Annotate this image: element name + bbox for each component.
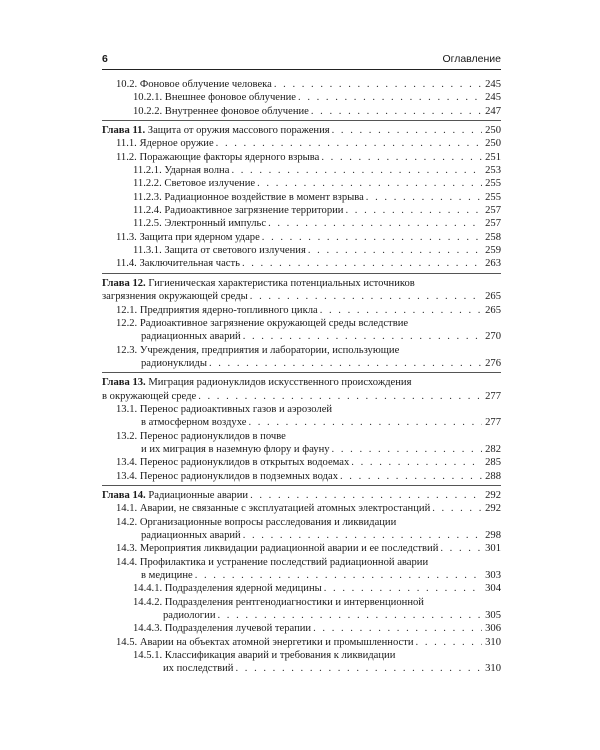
- toc-entry-title: [116, 456, 351, 469]
- toc-entry-text: 12.1. Предприятия ядерно-топливного цикла: [116, 304, 318, 316]
- toc-chapter[interactable]: [102, 488, 501, 502]
- dot-leader: [248, 416, 482, 429]
- toc-entry-text: в атмосферном воздухе: [141, 417, 247, 429]
- toc-entry-text: 14.5. Аварии на объектах атомной энергетики и промышленности: [116, 636, 414, 648]
- toc-page-number: 292: [485, 489, 501, 501]
- dot-leader: [340, 470, 482, 483]
- toc-entry-title: [116, 78, 274, 91]
- page-number: 6: [102, 53, 108, 65]
- dot-leader: [440, 542, 482, 555]
- toc-entry-title: [102, 277, 417, 290]
- toc-entry[interactable]: [102, 151, 501, 164]
- toc-entry-title: [116, 317, 410, 330]
- toc-page-number: 251: [485, 151, 501, 163]
- toc-entry-title: [141, 569, 195, 582]
- toc-entry-title: [133, 244, 308, 257]
- toc-entry[interactable]: [102, 244, 501, 257]
- chapter-separator: [102, 120, 501, 121]
- toc-entry-title: [141, 357, 209, 370]
- dot-leader: [242, 257, 482, 270]
- dot-leader: [257, 177, 482, 190]
- dot-leader: [298, 91, 482, 104]
- toc-entry[interactable]: [102, 78, 501, 91]
- toc-page-number: 265: [485, 304, 501, 316]
- dot-leader: [216, 137, 482, 150]
- toc-entry-text: 11.1. Ядерное оружие: [116, 138, 214, 150]
- chapter-label: Глава 13.: [102, 377, 146, 389]
- toc-entry-title: [102, 489, 250, 502]
- toc-page-number: 277: [485, 417, 501, 429]
- toc-entry-title: [163, 609, 217, 622]
- dot-leader: [250, 290, 482, 303]
- toc-entry-title: [133, 582, 324, 595]
- toc-entry-title: [102, 376, 413, 389]
- dot-leader: [274, 78, 482, 91]
- toc-page-number: 250: [485, 125, 501, 137]
- toc-entry-title: [102, 290, 250, 303]
- toc-entry-title: [133, 204, 345, 217]
- dot-leader: [416, 636, 482, 649]
- dot-leader: [198, 390, 482, 403]
- toc-page-number: 310: [485, 663, 501, 675]
- toc-page-number: 247: [485, 105, 501, 117]
- toc-entry[interactable]: [102, 622, 501, 635]
- toc-entry-text: 11.2.5. Электронный импульс: [133, 218, 267, 230]
- toc-entry-title: [116, 231, 262, 244]
- dot-leader: [432, 502, 482, 515]
- toc-entry-title: [133, 91, 298, 104]
- toc-chapter[interactable]: [102, 375, 501, 403]
- toc-entry[interactable]: [102, 596, 501, 623]
- toc-entry-text: Защита от оружия массового поражения: [145, 125, 330, 137]
- toc-entry[interactable]: [102, 257, 501, 270]
- toc-page-number: 245: [485, 79, 501, 90]
- dot-leader: [345, 204, 482, 217]
- table-of-contents: [102, 78, 501, 676]
- toc-page-number: 258: [485, 231, 501, 243]
- toc-entry-title: [133, 177, 257, 190]
- chapter-separator: [102, 273, 501, 274]
- toc-entry-text: 10.2.1. Внешнее фоновое облучение: [133, 92, 297, 104]
- toc-entry-title: [116, 403, 334, 416]
- toc-entry-text: радиационных аварий: [141, 530, 241, 541]
- toc-entry-text: 11.2.3. Радиационное воздействие в момент взрыва: [133, 191, 364, 203]
- page-header: [102, 53, 501, 70]
- toc-page-number: 310: [485, 636, 501, 648]
- toc-entry[interactable]: [102, 516, 501, 543]
- toc-entry-title: [116, 151, 321, 164]
- toc-page-number: 276: [485, 357, 501, 369]
- toc-entry[interactable]: [102, 649, 501, 676]
- toc-page-number: 303: [485, 570, 501, 582]
- toc-page-number: 263: [485, 258, 501, 270]
- toc-entry[interactable]: [102, 164, 501, 177]
- dot-leader: [262, 231, 482, 244]
- toc-entry[interactable]: [102, 556, 501, 583]
- toc-entry-text: Гигиеническая характеристика потенциальных источников: [145, 277, 415, 289]
- toc-page-number: 255: [485, 191, 501, 203]
- toc-entry-text: Миграция радионуклидов искусственного происхождения: [145, 377, 412, 389]
- toc-entry[interactable]: [102, 344, 501, 371]
- toc-entry-title: [133, 105, 311, 118]
- toc-chapter[interactable]: [102, 276, 501, 304]
- toc-entry[interactable]: [102, 403, 501, 430]
- toc-entry-text: 14.4.2. Подразделения рентгенодиагностики и интервенционной: [133, 596, 424, 608]
- toc-page-number: 301: [485, 543, 501, 555]
- toc-entry-text: 12.3. Учреждения, предприятия и лаборатории, использующие: [116, 344, 400, 356]
- toc-entry-title: [116, 344, 401, 357]
- toc-page-number: 259: [485, 245, 501, 257]
- chapter-label: Глава 14.: [102, 489, 146, 501]
- dot-leader: [311, 105, 482, 118]
- chapter-label: Глава 12.: [102, 277, 146, 289]
- toc-entry-text: 14.4. Профилактика и устранение последствий радиационной аварии: [116, 556, 429, 568]
- toc-entry-title: [163, 662, 235, 675]
- dot-leader: [308, 244, 482, 257]
- toc-entry-text: 12.2. Радиоактивное загрязнение окружающей среды вследствие: [116, 317, 409, 329]
- toc-entry[interactable]: [102, 317, 501, 344]
- toc-entry-text: 11.2. Поражающие факторы ядерного взрыва: [116, 151, 320, 163]
- toc-entry-title: [116, 430, 288, 443]
- toc-entry-text: 14.4.3. Подразделения лучевой терапии: [133, 623, 312, 635]
- toc-entry-text: Радиационные аварии: [145, 489, 249, 501]
- toc-page-number: 285: [485, 457, 501, 469]
- toc-entry-title: [116, 502, 432, 515]
- dot-leader: [366, 191, 482, 204]
- toc-entry[interactable]: [102, 105, 501, 118]
- toc-entry-text: в окружающей среде: [102, 390, 197, 402]
- toc-entry-text: 14.5.1. Классификация аварий и требования к ликвидации: [133, 650, 396, 662]
- toc-entry[interactable]: [102, 470, 501, 483]
- toc-entry-title: [116, 636, 416, 649]
- toc-entry[interactable]: [102, 502, 501, 515]
- toc-entry-title: [116, 516, 398, 529]
- toc-entry[interactable]: [102, 231, 501, 244]
- toc-entry-title: [133, 649, 397, 662]
- toc-page-number: 304: [485, 583, 501, 595]
- toc-page-number: 292: [485, 503, 501, 515]
- toc-entry-title: [133, 191, 366, 204]
- toc-entry-title: [133, 596, 426, 609]
- toc-page-number: 270: [485, 331, 501, 343]
- toc-entry-text: 10.2.2. Внутреннее фоновое облучение: [133, 105, 309, 117]
- dot-leader: [209, 357, 482, 370]
- toc-entry-text: их последствий: [163, 663, 234, 675]
- toc-page-number: 277: [485, 390, 501, 402]
- toc-entry-title: [133, 217, 268, 230]
- toc-entry-text: 14.1. Аварии, не связанные с эксплуатацией атомных электростанций: [116, 503, 431, 515]
- toc-entry-text: 11.4. Заключительная часть: [116, 258, 240, 270]
- toc-entry-title: [141, 443, 332, 456]
- toc-entry-title: [141, 529, 243, 542]
- dot-leader: [195, 569, 482, 582]
- toc-page-number: 257: [485, 205, 501, 217]
- toc-page-number: 298: [485, 530, 501, 541]
- toc-entry-title: [116, 556, 430, 569]
- toc-entry[interactable]: [102, 456, 501, 469]
- dot-leader: [243, 330, 482, 343]
- toc-entry-title: [116, 470, 340, 483]
- dot-leader: [324, 582, 482, 595]
- dot-leader: [235, 662, 482, 675]
- toc-entry-text: 13.4. Перенос радионуклидов в открытых водоемах: [116, 457, 350, 469]
- toc-entry-title: [116, 257, 242, 270]
- toc-entry-text: 13.1. Перенос радиоактивных газов и аэрозолей: [116, 403, 333, 415]
- toc-entry[interactable]: [102, 430, 501, 457]
- toc-entry[interactable]: [102, 204, 501, 217]
- running-title: Оглавление: [442, 53, 501, 65]
- toc-entry-text: 14.2. Организационные вопросы расследования и ликвидации: [116, 516, 397, 528]
- chapter-separator: [102, 485, 501, 486]
- toc-entry[interactable]: [102, 304, 501, 317]
- toc-entry-title: [133, 164, 231, 177]
- toc-entry-text: радиологии: [163, 610, 216, 622]
- toc-entry-text: 11.2.2. Световое излучение: [133, 178, 256, 190]
- toc-entry-title: [116, 304, 320, 317]
- toc-entry-text: в медицине: [141, 570, 193, 582]
- toc-entry-text: 14.3. Мероприятия ликвидации радиационной аварии и ее последствий: [116, 543, 439, 555]
- dot-leader: [351, 456, 482, 469]
- dot-leader: [332, 443, 482, 456]
- toc-entry-text: 10.2. Фоновое облучение человека: [116, 79, 272, 90]
- toc-page-number: 255: [485, 178, 501, 190]
- toc-entry-title: [141, 416, 248, 429]
- toc-entry[interactable]: [102, 91, 501, 104]
- dot-leader: [332, 124, 482, 137]
- toc-entry-text: радионуклиды: [141, 357, 207, 369]
- toc-page-number: 245: [485, 92, 501, 104]
- toc-page-number: 265: [485, 291, 501, 303]
- chapter-separator: [102, 372, 501, 373]
- toc-entry-title: [102, 390, 198, 403]
- toc-page-number: 257: [485, 218, 501, 230]
- dot-leader: [320, 304, 482, 317]
- toc-entry-text: радиационных аварий: [141, 331, 241, 343]
- toc-chapter[interactable]: [102, 123, 501, 137]
- dot-leader: [321, 151, 482, 164]
- toc-entry[interactable]: [102, 177, 501, 190]
- toc-page-number: 250: [485, 138, 501, 150]
- toc-entry-text: 14.4.1. Подразделения ядерной медицины: [133, 583, 322, 595]
- toc-entry-title: [102, 124, 332, 137]
- toc-entry-text: 13.4. Перенос радионуклидов в подземных водах: [116, 470, 338, 482]
- toc-entry-title: [133, 622, 313, 635]
- toc-entry[interactable]: [102, 582, 501, 595]
- toc-page-number: 288: [485, 470, 501, 482]
- toc-page-number: 306: [485, 623, 501, 635]
- dot-leader: [243, 529, 482, 542]
- toc-entry[interactable]: [102, 191, 501, 204]
- dot-leader: [231, 164, 482, 177]
- toc-entry[interactable]: [102, 636, 501, 649]
- toc-entry-text: 11.2.1. Ударная волна: [133, 165, 230, 177]
- chapter-label: Глава 11.: [102, 125, 146, 137]
- toc-page-number: 282: [485, 443, 501, 455]
- toc-entry-text: загрязнения окружающей среды: [102, 291, 248, 303]
- dot-leader: [268, 217, 482, 230]
- toc-entry-text: 11.2.4. Радиоактивное загрязнение территории: [133, 205, 344, 217]
- toc-entry-text: 11.3. Защита при ядерном ударе: [116, 231, 260, 243]
- dot-leader: [217, 609, 482, 622]
- dot-leader: [250, 489, 482, 502]
- toc-entry[interactable]: [102, 137, 501, 150]
- toc-entry[interactable]: [102, 217, 501, 230]
- toc-entry-title: [116, 542, 440, 555]
- toc-entry-title: [116, 137, 216, 150]
- toc-page-number: 305: [485, 610, 501, 622]
- dot-leader: [313, 622, 482, 635]
- toc-page-number: 253: [485, 165, 501, 177]
- toc-entry-title: [141, 330, 243, 343]
- toc-entry[interactable]: [102, 542, 501, 555]
- toc-entry-text: и их миграция в наземную флору и фауну: [141, 443, 330, 455]
- toc-entry-text: 13.2. Перенос радионуклидов в почве: [116, 430, 286, 442]
- toc-entry-text: 11.3.1. Защита от светового излучения: [133, 245, 306, 257]
